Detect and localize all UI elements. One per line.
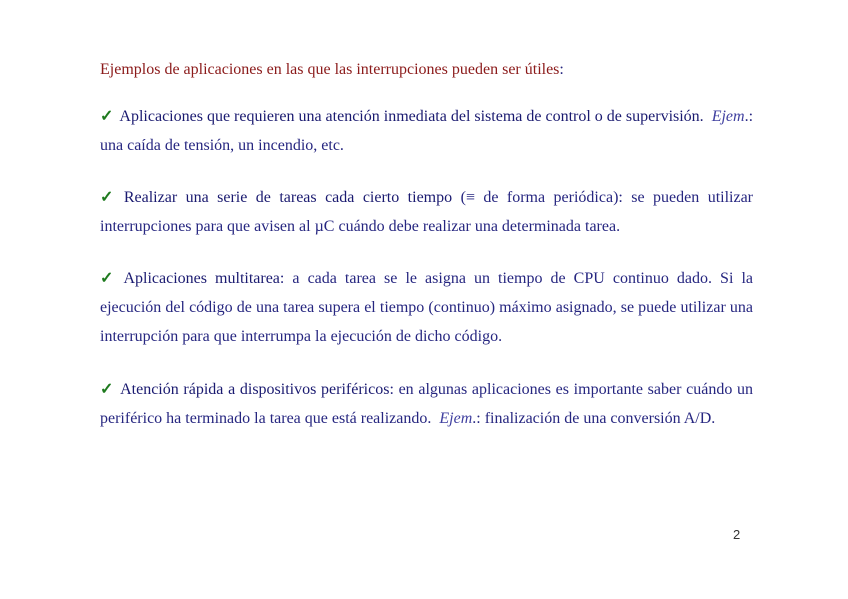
- item-rest: (≡ de forma periódica): se pueden utilizar interrupciones para que avisen al µC cuándo debe realizar una determinada tarea.: [100, 189, 754, 235]
- list-item: [100, 102, 753, 160]
- heading-text: Ejemplos de aplicaciones en las que las interrupciones pueden ser útiles: [100, 61, 560, 78]
- checkmark-icon: ✓: [100, 189, 118, 206]
- slide-heading: [100, 60, 760, 80]
- item-term: Aplicaciones que requieren una atención inmediata del sistema de control o de supervisión.: [119, 108, 704, 125]
- item-ejem: Ejem: [711, 108, 745, 125]
- item-rest-before: : en algunas aplicaciones es importante saber cuándo un periférico ha terminado la tarea que está realizando.: [100, 381, 754, 427]
- page-number: 2: [733, 527, 741, 542]
- item-term: Realizar una serie de tareas cada cierto tiempo: [123, 189, 453, 206]
- checkmark-icon: ✓: [100, 108, 114, 125]
- item-rest: .: una caída de tensión, un incendio, etc.: [100, 108, 754, 154]
- list-item: [100, 183, 753, 241]
- checkmark-icon: ✓: [100, 270, 118, 287]
- item-rest: : a cada tarea se le asigna un tiempo de CPU continuo dado. Si la ejecución del código de una tarea supera el tiempo (continuo) máximo asignado, se puede utilizar una interrupción para que interrumpa la ejecución de dicho código.: [100, 270, 753, 345]
- item-ejem: Ejem: [439, 410, 473, 427]
- list-item: [100, 375, 753, 433]
- checkmark-icon: ✓: [100, 381, 115, 398]
- item-term: Atención rápida a dispositivos periféricos: [120, 381, 390, 398]
- item-term: Aplicaciones multitarea: [123, 270, 280, 287]
- heading-colon: :: [559, 61, 564, 78]
- list-item: [100, 264, 753, 351]
- item-rest-after: .: finalización de una conversión A/D.: [472, 410, 716, 427]
